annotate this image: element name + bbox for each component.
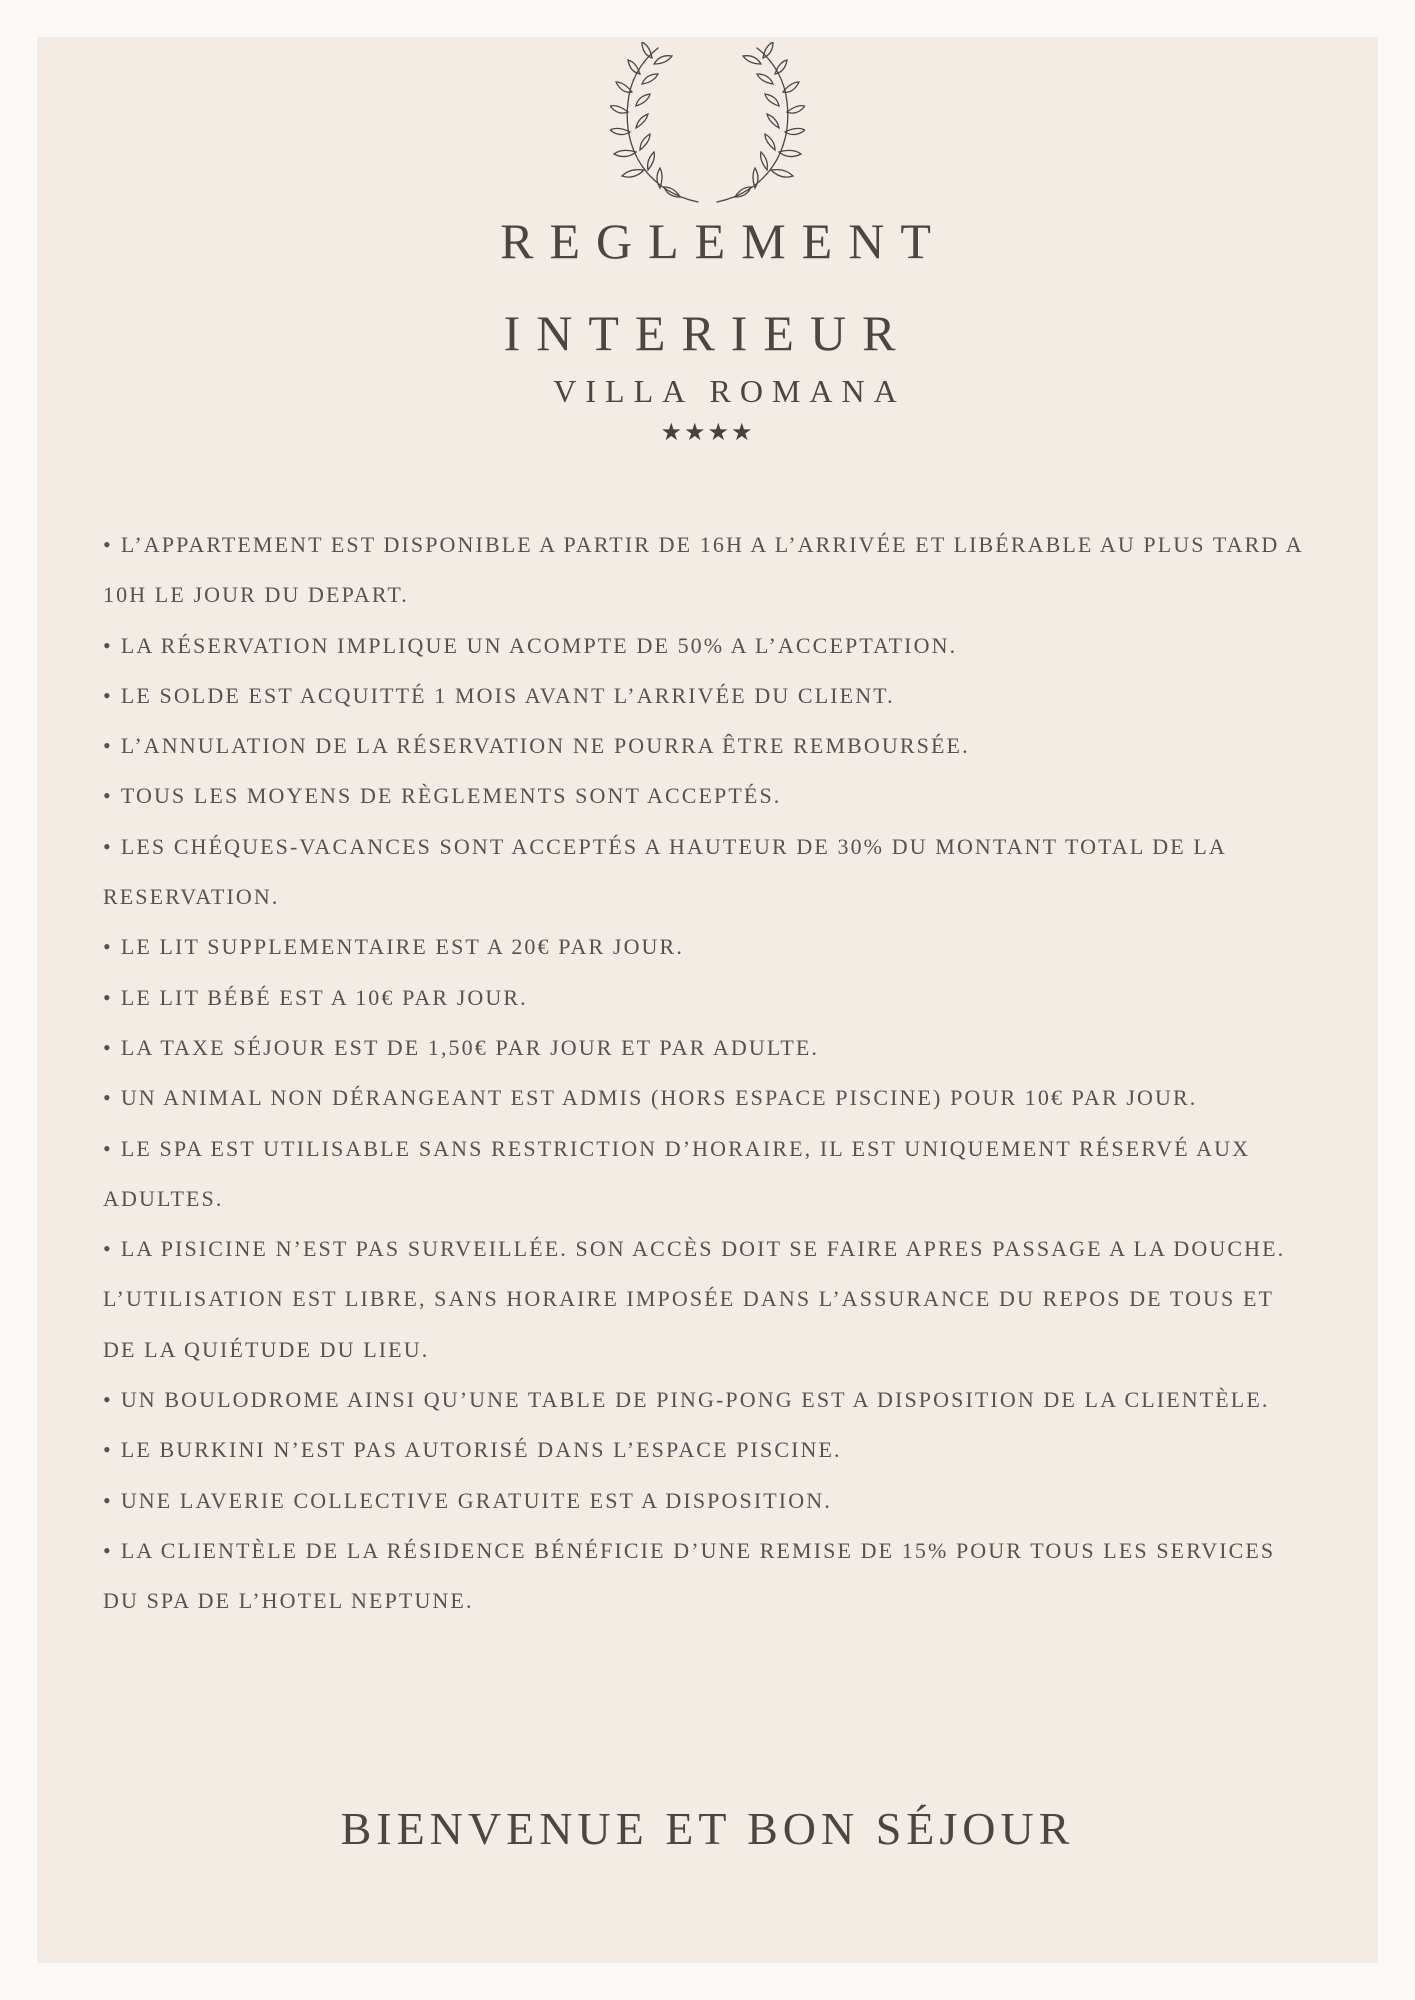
bullet-icon: • <box>103 1487 113 1513</box>
bullet-icon: • <box>103 833 113 859</box>
bullet-icon: • <box>103 1437 113 1463</box>
property-name: VILLA ROMANA <box>553 373 906 409</box>
rule-item <box>103 721 1303 771</box>
bullet-icon: • <box>103 783 113 809</box>
rule-text: LE LIT BÉBÉ EST A 10€ PAR JOUR. <box>120 984 528 1010</box>
rule-text: LA PISICINE N’EST PAS SURVEILLÉE. SON ACCÈS DOIT SE FAIRE APRES PASSAGE A LA DOUCHE. L’UTILISATION EST LIBRE, SANS HORAIRE IMPOSÉE DANS L’ASSURANCE DU REPOS DE TOUS ET DE LA QUIÉTUDE DU LIEU. <box>103 1236 1286 1362</box>
rule-text: LES CHÉQUES-VACANCES SONT ACCEPTÉS A HAUTEUR DE 30% DU MONTANT TOTAL DE LA RESERVATION. <box>103 833 1226 910</box>
rule-text: LE BURKINI N’EST PAS AUTORISÉ DANS L’ESPACE PISCINE. <box>120 1437 842 1463</box>
rule-text: L’APPARTEMENT EST DISPONIBLE A PARTIR DE 16H A L’ARRIVÉE ET LIBÉRABLE AU PLUS TARD A 10H LE JOUR DU DEPART. <box>103 532 1303 608</box>
document-title-line-1: REGLEMENT <box>500 213 947 269</box>
bullet-icon: • <box>103 1387 113 1413</box>
rule-item <box>103 1073 1303 1123</box>
rule-item <box>103 922 1303 972</box>
rule-text: LA TAXE SÉJOUR EST DE 1,50€ PAR JOUR ET PAR ADULTE. <box>120 1034 820 1060</box>
rule-item <box>103 1224 1303 1375</box>
rule-item <box>103 1375 1303 1425</box>
rule-text: TOUS LES MOYENS DE RÈGLEMENTS SONT ACCEPTÉS. <box>120 783 782 809</box>
welcome-footer: BIENVENUE ET BON SÉJOUR <box>340 1803 1075 1854</box>
rule-item <box>103 1425 1303 1475</box>
bullet-icon: • <box>103 984 113 1010</box>
rule-text: LE SOLDE EST ACQUITTÉ 1 MOIS AVANT L’ARRIVÉE DU CLIENT. <box>120 682 895 708</box>
rule-item <box>103 973 1303 1023</box>
bullet-icon: • <box>103 733 113 759</box>
rule-text: UNE LAVERIE COLLECTIVE GRATUITE EST A DISPOSITION. <box>120 1487 832 1513</box>
bullet-icon: • <box>103 682 113 708</box>
bullet-icon: • <box>103 934 113 960</box>
bullet-icon: • <box>103 532 113 557</box>
star-rating-icon: ★★★★ <box>660 418 755 446</box>
bullet-icon: • <box>103 1537 113 1563</box>
rule-item <box>103 621 1303 671</box>
rule-item <box>103 520 1303 621</box>
rule-item <box>103 1023 1303 1073</box>
rule-text: L’ANNULATION DE LA RÉSERVATION NE POURRA ÊTRE REMBOURSÉE. <box>120 733 970 759</box>
rule-item <box>103 671 1303 721</box>
bullet-icon: • <box>103 1135 113 1161</box>
bullet-icon: • <box>103 1085 113 1111</box>
rule-item <box>103 1124 1303 1225</box>
rule-text: LA CLIENTÈLE DE LA RÉSIDENCE BÉNÉFICIE D’UNE REMISE DE 15% POUR TOUS LES SERVICES DU SPA DE L’HOTEL NEPTUNE. <box>103 1537 1276 1614</box>
rule-item <box>103 771 1303 821</box>
rule-text: LE SPA EST UTILISABLE SANS RESTRICTION D’HORAIRE, IL EST UNIQUEMENT RÉSERVÉ AUX ADULTES. <box>103 1135 1251 1211</box>
laurel-wreath-icon <box>610 42 805 210</box>
rule-text: LE LIT SUPPLEMENTAIRE EST A 20€ PAR JOUR. <box>120 934 684 960</box>
bullet-icon: • <box>103 1034 113 1060</box>
rule-text: LA RÉSERVATION IMPLIQUE UN ACOMPTE DE 50% A L’ACCEPTATION. <box>120 632 958 658</box>
rule-item <box>103 1476 1303 1526</box>
bullet-icon: • <box>103 1236 113 1262</box>
rule-item <box>103 1526 1303 1627</box>
rule-item <box>103 822 1303 923</box>
document-title-line-2: INTERIEUR <box>503 305 912 361</box>
rule-text: UN BOULODROME AINSI QU’UNE TABLE DE PING-PONG EST A DISPOSITION DE LA CLIENTÈLE. <box>120 1387 1270 1413</box>
rule-text: UN ANIMAL NON DÉRANGEANT EST ADMIS (HORS ESPACE PISCINE) POUR 10€ PAR JOUR. <box>120 1085 1198 1111</box>
rules-list <box>103 520 1303 1627</box>
bullet-icon: • <box>103 632 113 658</box>
